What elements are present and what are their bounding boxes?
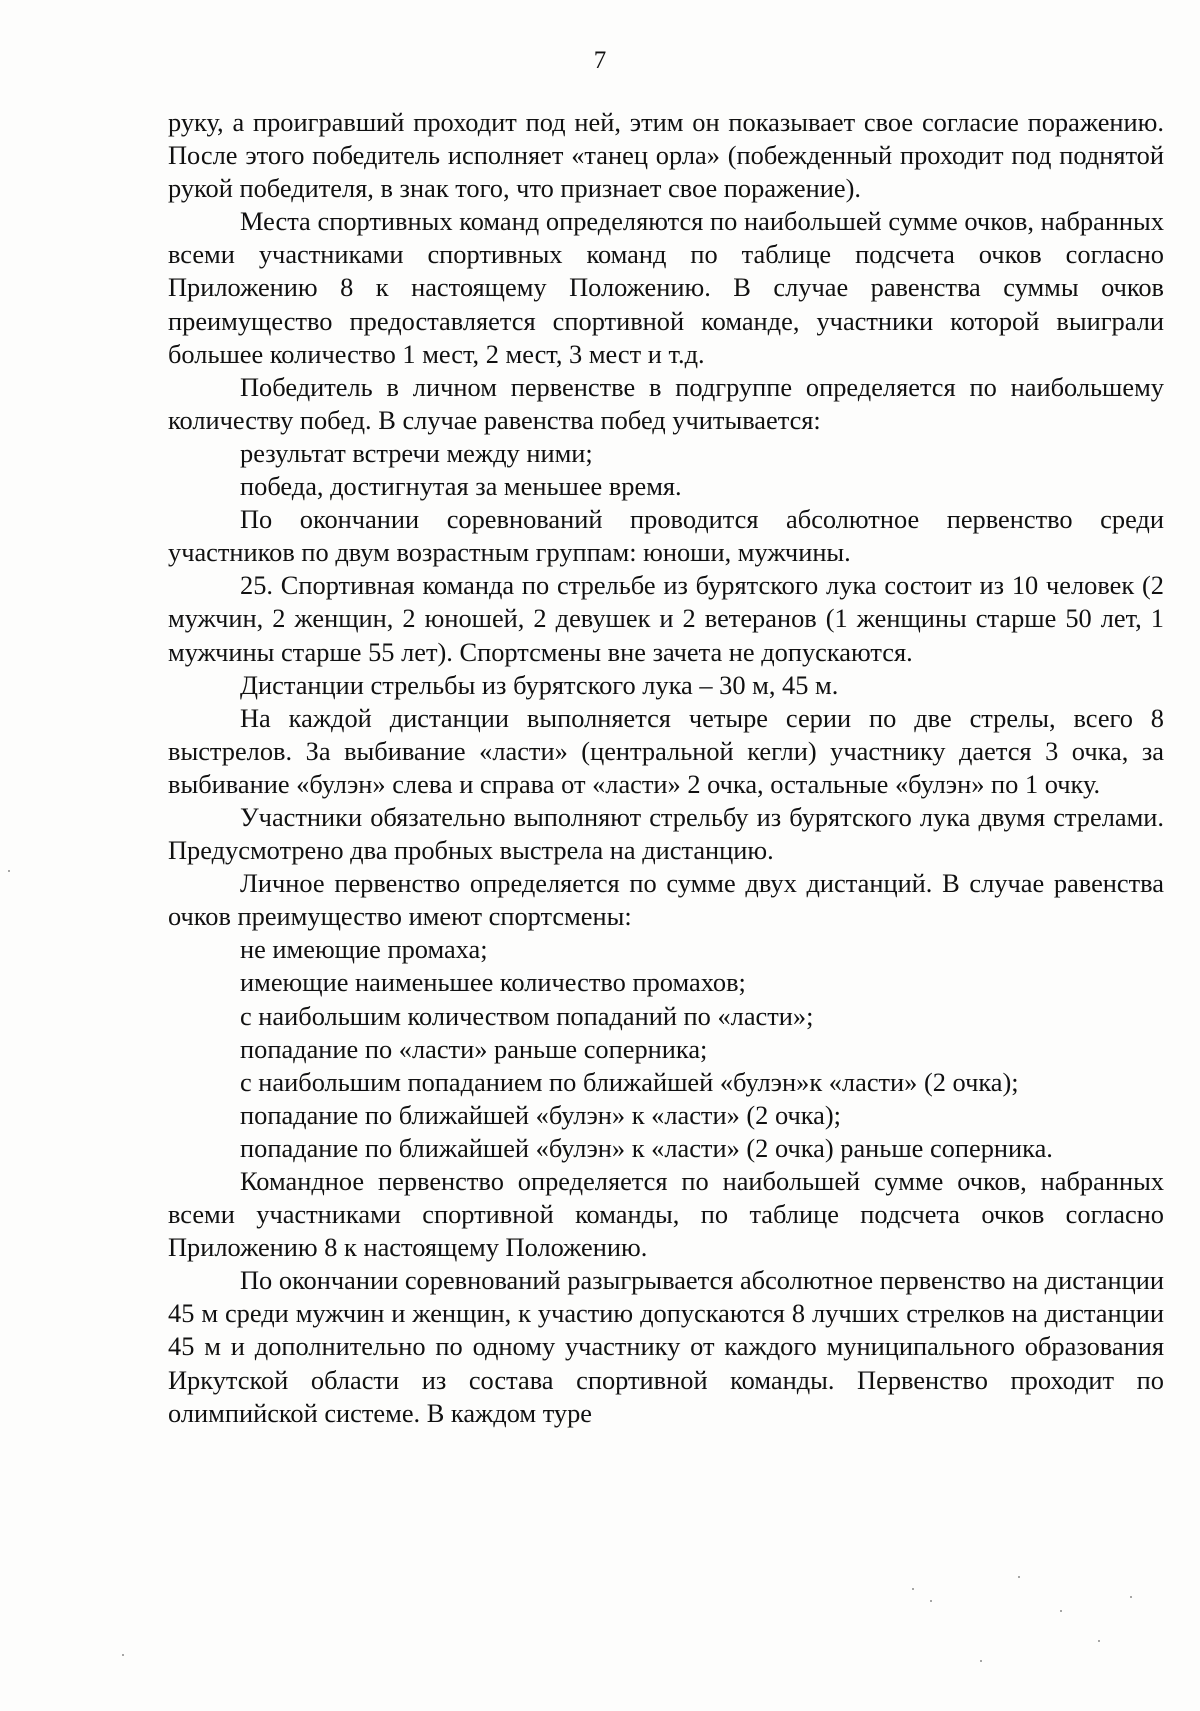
- scan-speck: [930, 1600, 932, 1602]
- paragraph-two-arrows: Участники обязательно выполняют стрельбу из бурятского лука двумя стрелами. Предусмотрено два пробных выстрела на дистанцию.: [168, 801, 1164, 866]
- list-item: попадание по ближайшей «булэн» к «ласти» (2 очка);: [240, 1099, 842, 1130]
- paragraph-olympic-system: По окончании соревнований разыгрывается абсолютное первенство на дистанции 45 м среди мужчин и женщин, к участию допускаются 8 лучших стрелков на дистанции 45 м и дополнительно по одному участнику от каждого муниципального образования Иркутской области из состава спортивной команды. Первенство проходит по олимпийской системе. В каждом туре: [168, 1265, 1164, 1428]
- body-text: [168, 106, 1164, 1430]
- page-number: 7: [593, 47, 607, 74]
- paragraph-distances: Дистанции стрельбы из бурятского лука – 30 м, 45 м.: [240, 669, 839, 700]
- list-item: имеющие наименьшее количество промахов;: [240, 967, 746, 998]
- scan-speck: [1018, 1576, 1020, 1578]
- paragraph-section-25: 25. Спортивная команда по стрельбе из бурятского лука состоит из 10 человек (2 мужчин, 2 женщин, 2 юношей, 2 девушек и 2 ветеранов (1 женщины старше 50 лет, 1 мужчины старше 55 лет). Спортсмены вне зачета не допускаются.: [168, 570, 1164, 667]
- paragraph-continuation: руку, а проигравший проходит под ней, этим он показывает свое согласие поражению. После этого победитель исполняет «танец орла» (побежденный проходит под поднятой рукой победителя, в знак того, что признает свое поражение).: [168, 107, 1164, 204]
- scan-speck: [912, 1588, 914, 1590]
- paragraph-absolute-championship: По окончании соревнований проводится абсолютное первенство среди участников по двум возрастным группам: юноши, мужчины.: [168, 504, 1164, 568]
- paragraph-team-championship: Командное первенство определяется по наибольшей сумме очков, набранных всеми участниками спортивной команды, по таблице подсчета очков согласно Приложению 8 к настоящему Положению.: [168, 1166, 1164, 1263]
- list-item: не имеющие промаха;: [240, 934, 488, 965]
- list-item: с наибольшим количеством попаданий по «ласти»;: [240, 1000, 814, 1031]
- list-item: с наибольшим попаданием по ближайшей «булэн»к «ласти» (2 очка);: [240, 1066, 1019, 1097]
- paragraph-personal-championship: Личное первенство определяется по сумме двух дистанций. В случае равенства очков преимущество имеют спортсмены:: [168, 868, 1164, 932]
- scan-speck: [980, 1660, 982, 1662]
- list-item: победа, достигнутая за меньшее время.: [240, 471, 682, 502]
- scan-speck: [8, 870, 10, 872]
- scan-speck: [1130, 1596, 1132, 1598]
- scan-speck: [1098, 1640, 1100, 1642]
- list-item: попадание по «ласти» раньше соперника;: [240, 1033, 708, 1064]
- scan-speck: [1060, 1610, 1062, 1612]
- paragraph-subgroup-winner: Победитель в личном первенстве в подгруппе определяется по наибольшему количеству побед. В случае равенства побед учитывается:: [168, 371, 1164, 435]
- list-item: результат встречи между ними;: [240, 437, 593, 468]
- paragraph-team-places: Места спортивных команд определяются по наибольшей сумме очков, набранных всеми участниками спортивных команд по таблице подсчета очков согласно Приложению 8 к настоящему Положению. В случае равенства суммы очков преимущество предоставляется спортивной команде, участники которой выиграли большее количество 1 мест, 2 мест, 3 мест и т.д.: [168, 206, 1164, 369]
- paragraph-series: На каждой дистанции выполняется четыре серии по две стрелы, всего 8 выстрелов. За выбивание «ласти» (центральной кегли) участнику дается 3 очка, за выбивание «булэн» слева и справа от «ласти» 2 очка, остальные «булэн» по 1 очку.: [168, 702, 1164, 799]
- list-item: попадание по ближайшей «булэн» к «ласти» (2 очка) раньше соперника.: [240, 1132, 1053, 1163]
- scan-speck: [122, 1654, 124, 1656]
